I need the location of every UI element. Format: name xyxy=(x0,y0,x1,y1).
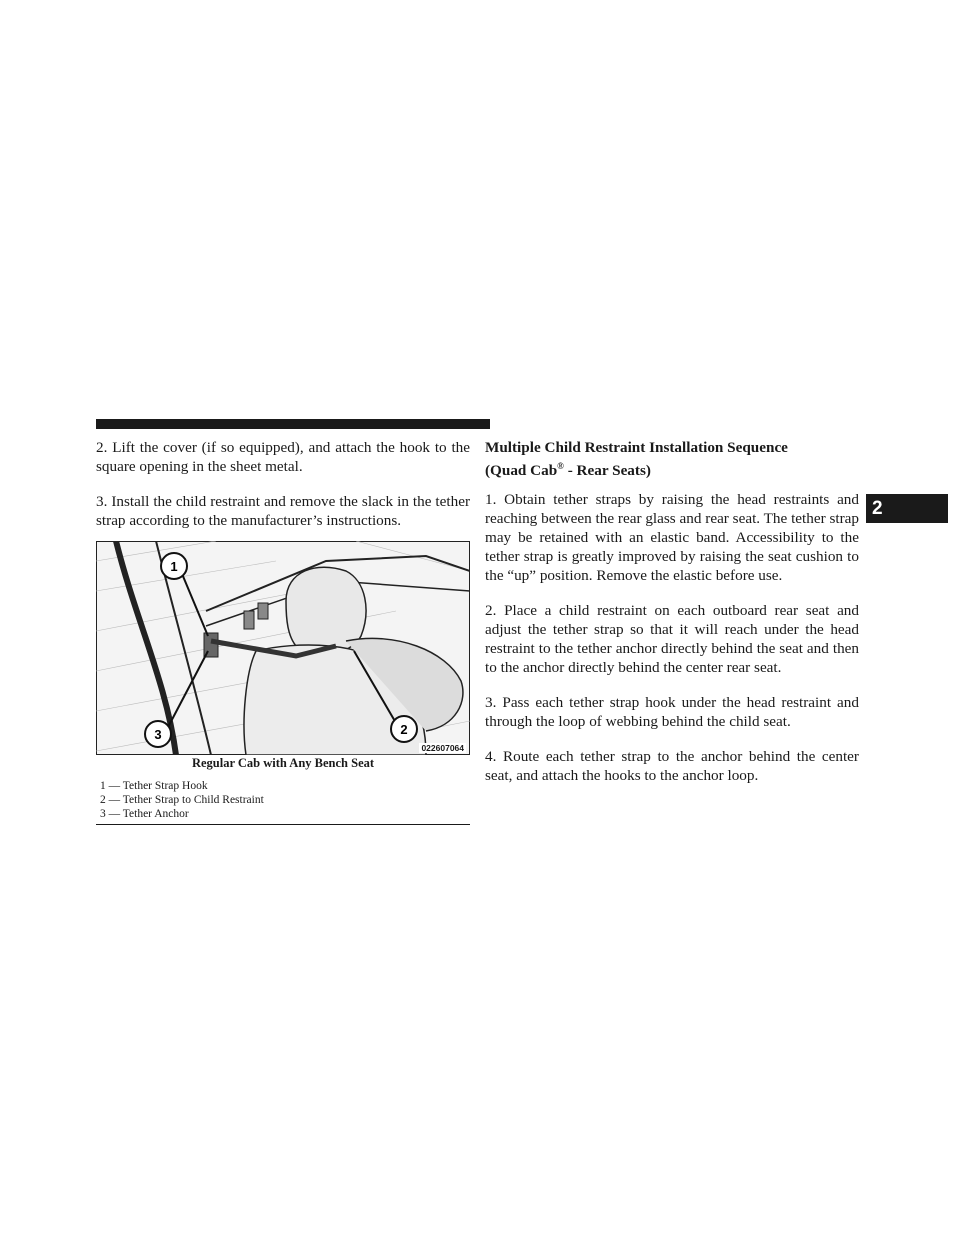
figure-code: 022607064 xyxy=(421,743,464,753)
svg-text:1: 1 xyxy=(170,559,178,574)
legend-rule xyxy=(96,824,470,825)
header-rule xyxy=(96,419,490,429)
quad-step-4: 4. Route each tether strap to the anchor behind the center seat, and attach the hooks to the anchor loop. xyxy=(485,748,859,785)
legend-item-3: 3 — Tether Anchor xyxy=(100,808,189,820)
heading-line-1: Multiple Child Restraint Installation Sequence xyxy=(485,439,788,456)
quad-step-2: 2. Place a child restraint on each outboard rear seat and adjust the tether strap so that it will reach under the head restraint to the tether anchor directly behind the seat and then to the anchor directly behind the center rear seat. xyxy=(485,602,859,677)
legend-item-2: 2 — Tether Strap to Child Restraint xyxy=(100,794,264,806)
heading-line-2-end: - Rear Seats) xyxy=(563,462,651,480)
right-column xyxy=(485,438,859,801)
callout-1 xyxy=(161,553,187,579)
tether-illustration xyxy=(96,541,470,755)
tether-figure xyxy=(96,541,470,755)
quad-step-1: 1. Obtain tether straps by raising the head restraints and reaching between the rear glass and rear seat. The tether strap may be retained with an elastic band. Accessibility to the tether strap is greatly improved by raising the seat cushion to the “up” position. Remove the elastic before use. xyxy=(485,491,859,585)
step-2-lift-cover: 2. Lift the cover (if so equipped), and attach the hook to the square opening in the sheet metal. xyxy=(96,439,470,475)
left-column xyxy=(96,438,470,825)
heading-line-2-start: (Quad Cab xyxy=(485,462,558,480)
legend-item-1: 1 — Tether Strap Hook xyxy=(100,780,208,792)
quad-step-3: 3. Pass each tether strap hook under the head restraint and through the loop of webbing behind the child seat. xyxy=(485,694,859,731)
registered-mark: ® xyxy=(557,461,564,471)
figure-caption: Regular Cab with Any Bench Seat xyxy=(191,756,375,770)
step-3-install-restraint: 3. Install the child restraint and remove the slack in the tether strap according to the manufacturer’s instructions. xyxy=(96,493,470,529)
callout-2 xyxy=(391,716,417,742)
figure-legend xyxy=(96,779,470,821)
section-heading xyxy=(485,438,859,480)
svg-text:2: 2 xyxy=(400,722,408,737)
callout-3 xyxy=(145,721,171,747)
svg-text:3: 3 xyxy=(154,727,162,742)
chapter-tab: 2 xyxy=(866,494,948,523)
